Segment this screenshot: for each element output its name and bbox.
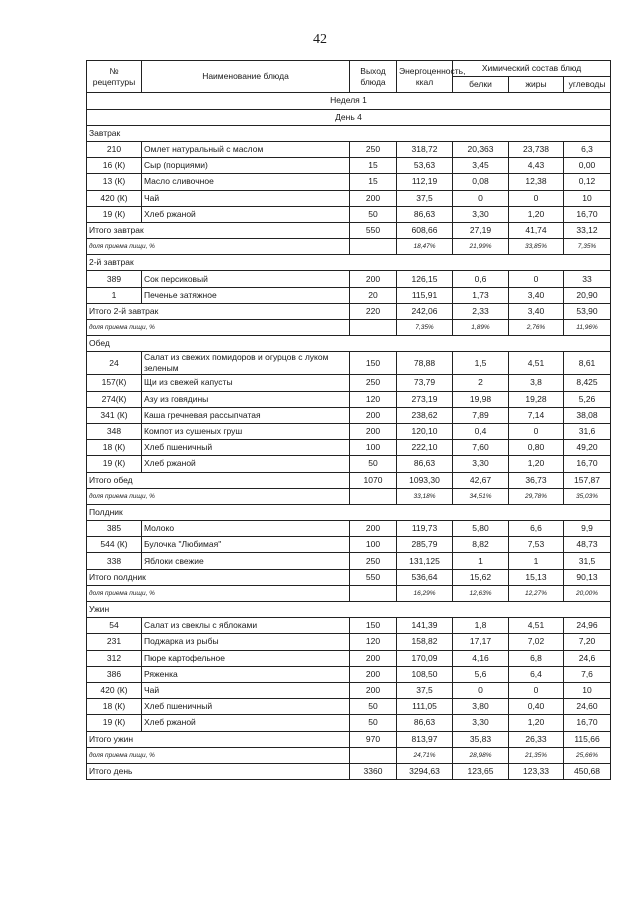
table-row [87, 682, 611, 698]
meal-share-row [87, 239, 611, 255]
recipe-no-cell: 348 [87, 423, 142, 439]
proteins-cell: 3,45 [453, 158, 509, 174]
share-fats-cell: 21,35% [509, 747, 564, 763]
dish-name-cell: Молоко [142, 521, 350, 537]
table-row [87, 423, 611, 439]
portion-cell: 250 [350, 553, 397, 569]
fats-cell: 6,6 [509, 521, 564, 537]
carbs-cell: 33 [564, 271, 611, 287]
portion-cell: 200 [350, 682, 397, 698]
recipe-no-cell: 210 [87, 141, 142, 157]
table-row [87, 407, 611, 423]
proteins-cell: 1 [453, 553, 509, 569]
carbs-cell: 24,96 [564, 618, 611, 634]
menu-table [86, 60, 611, 780]
total-energy-cell: 1093,30 [397, 472, 453, 488]
meal-share-row [87, 585, 611, 601]
fats-cell: 7,14 [509, 407, 564, 423]
recipe-no-cell: 54 [87, 618, 142, 634]
portion-cell: 200 [350, 271, 397, 287]
meal-total-row [87, 472, 611, 488]
fats-cell: 4,43 [509, 158, 564, 174]
table-header [87, 61, 611, 93]
portion-cell: 120 [350, 391, 397, 407]
dish-name-cell: Хлеб ржаной [142, 206, 350, 222]
dish-name-cell: Компот из сушеных груш [142, 423, 350, 439]
table-row [87, 715, 611, 731]
proteins-cell: 19,98 [453, 391, 509, 407]
day-total-carbs-cell: 450,68 [564, 763, 611, 779]
proteins-cell: 5,6 [453, 666, 509, 682]
fats-cell: 0 [509, 423, 564, 439]
portion-cell: 20 [350, 287, 397, 303]
share-energy-cell: 16,29% [397, 585, 453, 601]
share-proteins-cell: 1,89% [453, 320, 509, 336]
dish-name-cell: Хлеб ржаной [142, 715, 350, 731]
share-fats-cell: 29,78% [509, 488, 564, 504]
carbs-cell: 31,6 [564, 423, 611, 439]
proteins-cell: 5,80 [453, 521, 509, 537]
portion-cell: 50 [350, 715, 397, 731]
share-empty-cell [350, 488, 397, 504]
portion-cell: 200 [350, 407, 397, 423]
portion-cell: 150 [350, 352, 397, 375]
recipe-no-cell: 24 [87, 352, 142, 375]
portion-cell: 250 [350, 375, 397, 391]
recipe-no-cell: 16 (К) [87, 158, 142, 174]
total-portion-cell: 220 [350, 303, 397, 319]
total-portion-cell: 970 [350, 731, 397, 747]
day-total-energy-cell: 3294,63 [397, 763, 453, 779]
carbs-cell: 7,6 [564, 666, 611, 682]
energy-cell: 222,10 [397, 440, 453, 456]
portion-cell: 200 [350, 423, 397, 439]
energy-cell: 285,79 [397, 537, 453, 553]
share-label: доля приема пищи, % [87, 239, 350, 255]
total-portion-cell: 550 [350, 222, 397, 238]
total-carbs-cell: 33,12 [564, 222, 611, 238]
share-carbs-cell: 25,66% [564, 747, 611, 763]
fats-cell: 1,20 [509, 206, 564, 222]
proteins-cell: 1,5 [453, 352, 509, 375]
share-fats-cell: 12,27% [509, 585, 564, 601]
total-fats-cell: 41,74 [509, 222, 564, 238]
fats-cell: 12,38 [509, 174, 564, 190]
share-proteins-cell: 34,51% [453, 488, 509, 504]
day-total-label: Итого день [87, 763, 350, 779]
portion-cell: 50 [350, 456, 397, 472]
dish-name-cell: Азу из говядины [142, 391, 350, 407]
total-fats-cell: 36,73 [509, 472, 564, 488]
recipe-no-cell: 18 (К) [87, 440, 142, 456]
table-row [87, 634, 611, 650]
energy-cell: 119,73 [397, 521, 453, 537]
meal-section-row [87, 602, 611, 618]
share-fats-cell: 33,85% [509, 239, 564, 255]
proteins-cell: 3,30 [453, 206, 509, 222]
total-label: Итого завтрак [87, 222, 350, 238]
portion-cell: 15 [350, 158, 397, 174]
carbs-cell: 24,60 [564, 699, 611, 715]
fats-cell: 6,4 [509, 666, 564, 682]
carbs-cell: 9,9 [564, 521, 611, 537]
energy-cell: 53,63 [397, 158, 453, 174]
fats-cell: 7,53 [509, 537, 564, 553]
fats-cell: 19,28 [509, 391, 564, 407]
day-total-row [87, 763, 611, 779]
share-fats-cell: 2,76% [509, 320, 564, 336]
table-row [87, 158, 611, 174]
recipe-no-cell: 1 [87, 287, 142, 303]
header-carbs: углеводы [564, 77, 611, 93]
proteins-cell: 4,16 [453, 650, 509, 666]
carbs-cell: 38,08 [564, 407, 611, 423]
fats-cell: 0,80 [509, 440, 564, 456]
recipe-no-cell: 338 [87, 553, 142, 569]
table-row [87, 650, 611, 666]
total-proteins-cell: 35,83 [453, 731, 509, 747]
header-portion: Выход блюда [350, 61, 397, 93]
meal-share-row [87, 320, 611, 336]
fats-cell: 0 [509, 271, 564, 287]
carbs-cell: 49,20 [564, 440, 611, 456]
fats-cell: 3,40 [509, 287, 564, 303]
header-energy: Энергоценность, ккал [397, 61, 453, 93]
meal-share-row [87, 747, 611, 763]
carbs-cell: 0,00 [564, 158, 611, 174]
proteins-cell: 3,80 [453, 699, 509, 715]
header-dish-name: Наименование блюда [142, 61, 350, 93]
dish-name-cell: Яблоки свежие [142, 553, 350, 569]
fats-cell: 1 [509, 553, 564, 569]
meal-section-row [87, 255, 611, 271]
proteins-cell: 17,17 [453, 634, 509, 650]
recipe-no-cell: 18 (К) [87, 699, 142, 715]
table-row [87, 553, 611, 569]
carbs-cell: 10 [564, 682, 611, 698]
recipe-no-cell: 341 (К) [87, 407, 142, 423]
fats-cell: 0,40 [509, 699, 564, 715]
table-body [87, 93, 611, 780]
week-label: Неделя 1 [87, 93, 611, 109]
total-proteins-cell: 15,62 [453, 569, 509, 585]
day-total-proteins-cell: 123,65 [453, 763, 509, 779]
dish-name-cell: Салат из свежих помидоров и огурцов с луком зеленым [142, 352, 350, 375]
meal-section-row [87, 336, 611, 352]
dish-name-cell: Щи из свежей капусты [142, 375, 350, 391]
energy-cell: 318,72 [397, 141, 453, 157]
fats-cell: 4,51 [509, 618, 564, 634]
carbs-cell: 16,70 [564, 456, 611, 472]
total-label: Итого ужин [87, 731, 350, 747]
proteins-cell: 8,82 [453, 537, 509, 553]
proteins-cell: 2 [453, 375, 509, 391]
header-proteins: белки [453, 77, 509, 93]
share-empty-cell [350, 320, 397, 336]
share-empty-cell [350, 239, 397, 255]
total-carbs-cell: 90,13 [564, 569, 611, 585]
table-row [87, 174, 611, 190]
recipe-no-cell: 19 (К) [87, 715, 142, 731]
recipe-no-cell: 231 [87, 634, 142, 650]
fats-cell: 0 [509, 682, 564, 698]
meal-title: 2-й завтрак [87, 255, 611, 271]
meal-title: Завтрак [87, 125, 611, 141]
meal-section-row [87, 125, 611, 141]
dish-name-cell: Поджарка из рыбы [142, 634, 350, 650]
total-portion-cell: 550 [350, 569, 397, 585]
total-label: Итого полдник [87, 569, 350, 585]
portion-cell: 200 [350, 190, 397, 206]
dish-name-cell: Салат из свеклы с яблоками [142, 618, 350, 634]
meal-total-row [87, 731, 611, 747]
table-row [87, 618, 611, 634]
total-carbs-cell: 115,66 [564, 731, 611, 747]
carbs-cell: 31,5 [564, 553, 611, 569]
meal-total-row [87, 569, 611, 585]
dish-name-cell: Чай [142, 682, 350, 698]
table-row [87, 352, 611, 375]
dish-name-cell: Булочка "Любимая" [142, 537, 350, 553]
energy-cell: 86,63 [397, 206, 453, 222]
dish-name-cell: Каша гречневая рассыпчатая [142, 407, 350, 423]
carbs-cell: 7,20 [564, 634, 611, 650]
day-total-portion-cell: 3360 [350, 763, 397, 779]
fats-cell: 6,8 [509, 650, 564, 666]
recipe-no-cell: 389 [87, 271, 142, 287]
table-row [87, 206, 611, 222]
dish-name-cell: Чай [142, 190, 350, 206]
portion-cell: 50 [350, 206, 397, 222]
portion-cell: 100 [350, 440, 397, 456]
energy-cell: 273,19 [397, 391, 453, 407]
table-row [87, 271, 611, 287]
total-proteins-cell: 42,67 [453, 472, 509, 488]
share-label: доля приема пищи, % [87, 585, 350, 601]
dish-name-cell: Сок персиковый [142, 271, 350, 287]
energy-cell: 111,05 [397, 699, 453, 715]
energy-cell: 120,10 [397, 423, 453, 439]
dish-name-cell: Масло сливочное [142, 174, 350, 190]
share-proteins-cell: 28,98% [453, 747, 509, 763]
proteins-cell: 0,08 [453, 174, 509, 190]
dish-name-cell: Ряженка [142, 666, 350, 682]
energy-cell: 126,15 [397, 271, 453, 287]
proteins-cell: 0 [453, 682, 509, 698]
table-row [87, 190, 611, 206]
recipe-no-cell: 420 (К) [87, 190, 142, 206]
header-fats: жиры [509, 77, 564, 93]
recipe-no-cell: 13 (К) [87, 174, 142, 190]
carbs-cell: 48,73 [564, 537, 611, 553]
share-energy-cell: 18,47% [397, 239, 453, 255]
total-fats-cell: 15,13 [509, 569, 564, 585]
carbs-cell: 24,6 [564, 650, 611, 666]
share-label: доля приема пищи, % [87, 320, 350, 336]
meal-share-row [87, 488, 611, 504]
recipe-no-cell: 274(К) [87, 391, 142, 407]
fats-cell: 7,02 [509, 634, 564, 650]
total-label: Итого 2-й завтрак [87, 303, 350, 319]
table-row [87, 699, 611, 715]
table-row [87, 375, 611, 391]
meal-total-row [87, 222, 611, 238]
portion-cell: 100 [350, 537, 397, 553]
portion-cell: 15 [350, 174, 397, 190]
table-row [87, 391, 611, 407]
proteins-cell: 3,30 [453, 456, 509, 472]
portion-cell: 250 [350, 141, 397, 157]
fats-cell: 3,8 [509, 375, 564, 391]
table-row [87, 287, 611, 303]
recipe-no-cell: 157(К) [87, 375, 142, 391]
proteins-cell: 20,363 [453, 141, 509, 157]
energy-cell: 37,5 [397, 190, 453, 206]
dish-name-cell: Омлет натуральный с маслом [142, 141, 350, 157]
recipe-no-cell: 19 (К) [87, 206, 142, 222]
total-portion-cell: 1070 [350, 472, 397, 488]
share-proteins-cell: 12,63% [453, 585, 509, 601]
proteins-cell: 0 [453, 190, 509, 206]
carbs-cell: 16,70 [564, 206, 611, 222]
energy-cell: 158,82 [397, 634, 453, 650]
table-row [87, 521, 611, 537]
proteins-cell: 7,89 [453, 407, 509, 423]
share-carbs-cell: 7,35% [564, 239, 611, 255]
carbs-cell: 0,12 [564, 174, 611, 190]
share-carbs-cell: 20,00% [564, 585, 611, 601]
proteins-cell: 1,73 [453, 287, 509, 303]
dish-name-cell: Хлеб пшеничный [142, 440, 350, 456]
total-proteins-cell: 2,33 [453, 303, 509, 319]
total-carbs-cell: 157,87 [564, 472, 611, 488]
energy-cell: 108,50 [397, 666, 453, 682]
total-energy-cell: 608,66 [397, 222, 453, 238]
total-fats-cell: 26,33 [509, 731, 564, 747]
recipe-no-cell: 544 (К) [87, 537, 142, 553]
recipe-no-cell: 386 [87, 666, 142, 682]
carbs-cell: 10 [564, 190, 611, 206]
proteins-cell: 1,8 [453, 618, 509, 634]
share-energy-cell: 7,35% [397, 320, 453, 336]
proteins-cell: 0,4 [453, 423, 509, 439]
dish-name-cell: Хлеб пшеничный [142, 699, 350, 715]
header-recipe-no: № рецептуры [87, 61, 142, 93]
proteins-cell: 0,6 [453, 271, 509, 287]
day-label: День 4 [87, 109, 611, 125]
meal-section-row [87, 504, 611, 520]
meal-total-row [87, 303, 611, 319]
energy-cell: 37,5 [397, 682, 453, 698]
total-proteins-cell: 27,19 [453, 222, 509, 238]
energy-cell: 112,19 [397, 174, 453, 190]
carbs-cell: 5,26 [564, 391, 611, 407]
share-carbs-cell: 35,03% [564, 488, 611, 504]
share-carbs-cell: 11,96% [564, 320, 611, 336]
fats-cell: 4,51 [509, 352, 564, 375]
dish-name-cell: Хлеб ржаной [142, 456, 350, 472]
recipe-no-cell: 420 (К) [87, 682, 142, 698]
recipe-no-cell: 19 (К) [87, 456, 142, 472]
energy-cell: 238,62 [397, 407, 453, 423]
page-number: 42 [313, 32, 327, 47]
energy-cell: 86,63 [397, 456, 453, 472]
fats-cell: 1,20 [509, 456, 564, 472]
meal-title: Ужин [87, 602, 611, 618]
recipe-no-cell: 385 [87, 521, 142, 537]
total-energy-cell: 242,06 [397, 303, 453, 319]
table-row [87, 456, 611, 472]
total-carbs-cell: 53,90 [564, 303, 611, 319]
energy-cell: 86,63 [397, 715, 453, 731]
portion-cell: 120 [350, 634, 397, 650]
portion-cell: 150 [350, 618, 397, 634]
energy-cell: 131,125 [397, 553, 453, 569]
share-label: доля приема пищи, % [87, 488, 350, 504]
fats-cell: 23,738 [509, 141, 564, 157]
share-label: доля приема пищи, % [87, 747, 350, 763]
meal-title: Обед [87, 336, 611, 352]
energy-cell: 170,09 [397, 650, 453, 666]
total-label: Итого обед [87, 472, 350, 488]
carbs-cell: 6,3 [564, 141, 611, 157]
meal-title: Полдник [87, 504, 611, 520]
fats-cell: 0 [509, 190, 564, 206]
header-chem-comp: Химический состав блюд [453, 61, 611, 77]
table-row [87, 537, 611, 553]
carbs-cell: 8,425 [564, 375, 611, 391]
portion-cell: 50 [350, 699, 397, 715]
table-row [87, 440, 611, 456]
dish-name-cell: Пюре картофельное [142, 650, 350, 666]
portion-cell: 200 [350, 521, 397, 537]
table-row [87, 141, 611, 157]
share-energy-cell: 33,18% [397, 488, 453, 504]
energy-cell: 141,39 [397, 618, 453, 634]
portion-cell: 200 [350, 650, 397, 666]
share-empty-cell [350, 585, 397, 601]
recipe-no-cell: 312 [87, 650, 142, 666]
total-fats-cell: 3,40 [509, 303, 564, 319]
portion-cell: 200 [350, 666, 397, 682]
share-empty-cell [350, 747, 397, 763]
total-energy-cell: 536,64 [397, 569, 453, 585]
total-energy-cell: 813,97 [397, 731, 453, 747]
energy-cell: 78,88 [397, 352, 453, 375]
energy-cell: 115,91 [397, 287, 453, 303]
dish-name-cell: Сыр (порциями) [142, 158, 350, 174]
table-row [87, 666, 611, 682]
day-total-fats-cell: 123,33 [509, 763, 564, 779]
share-energy-cell: 24,71% [397, 747, 453, 763]
proteins-cell: 3,30 [453, 715, 509, 731]
proteins-cell: 7,60 [453, 440, 509, 456]
carbs-cell: 8,61 [564, 352, 611, 375]
dish-name-cell: Печенье затяжное [142, 287, 350, 303]
fats-cell: 1,20 [509, 715, 564, 731]
carbs-cell: 20,90 [564, 287, 611, 303]
share-proteins-cell: 21,99% [453, 239, 509, 255]
carbs-cell: 16,70 [564, 715, 611, 731]
energy-cell: 73,79 [397, 375, 453, 391]
